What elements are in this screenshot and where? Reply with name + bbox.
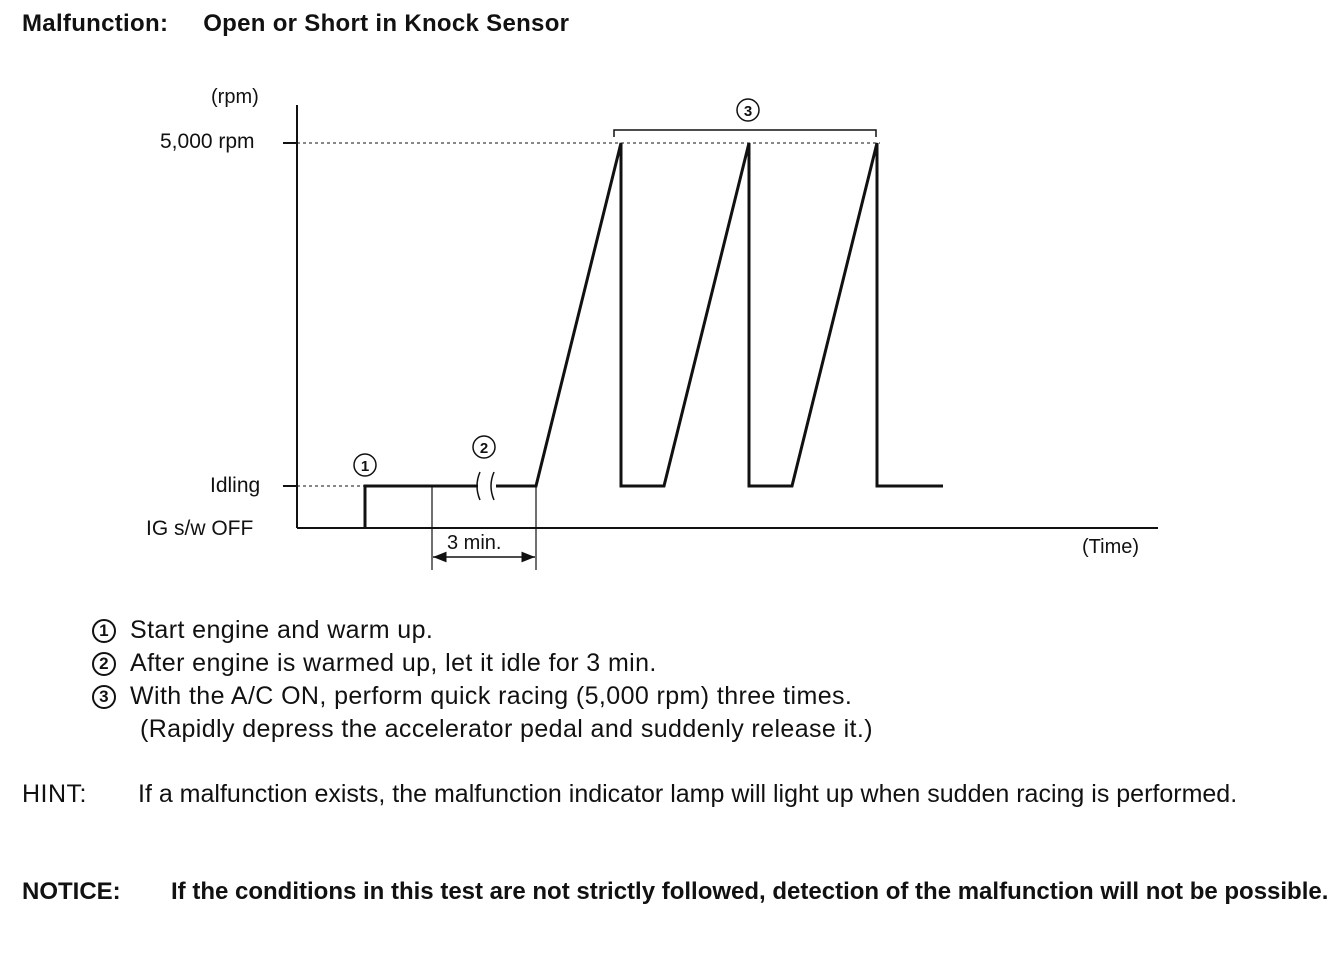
notice-text: If the conditions in this test are not strictly followed, detection of the malfunction will not be possible. <box>171 878 1329 905</box>
marker-3-number: 3 <box>743 103 753 120</box>
step-3 <box>92 680 873 713</box>
notice-block <box>22 876 1332 908</box>
marker-2 <box>473 436 495 458</box>
malfunction-label: Malfunction: <box>22 10 169 37</box>
step-1-text: Start engine and warm up. <box>130 616 434 644</box>
notice-label: NOTICE: <box>22 878 121 905</box>
level-off-label: IG s/w OFF <box>146 517 254 540</box>
step-1-number: 1 <box>92 619 116 643</box>
level-5000-label: 5,000 rpm <box>160 130 255 153</box>
hint-label: HINT: <box>22 780 87 808</box>
hint-block <box>22 778 1332 811</box>
step-3-text: With the A/C ON, perform quick racing (5,000 rpm) three times. <box>130 682 853 710</box>
marker-3 <box>737 99 759 121</box>
step-3-number: 3 <box>92 685 116 709</box>
step-2-number: 2 <box>92 652 116 676</box>
rpm-trace <box>365 143 943 528</box>
malfunction-title: Open or Short in Knock Sensor <box>203 10 570 37</box>
step-list <box>92 614 873 746</box>
step-1 <box>92 614 873 647</box>
duration-label: 3 min. <box>447 532 502 554</box>
marker-1-number: 1 <box>360 458 370 475</box>
step-2-text: After engine is warmed up, let it idle for 3 min. <box>130 649 657 677</box>
hint-text: If a malfunction exists, the malfunction indicator lamp will light up when sudden racing is performed. <box>138 780 1238 808</box>
break-mark <box>477 472 494 500</box>
x-unit-label: (Time) <box>1082 536 1140 558</box>
marker-1 <box>354 454 376 476</box>
level-idle-label: Idling <box>210 474 261 497</box>
step-2 <box>92 647 873 680</box>
marker-2-number: 2 <box>479 440 489 457</box>
y-unit-label: (rpm) <box>211 86 259 108</box>
racing-bracket <box>614 130 876 137</box>
step-3-note: (Rapidly depress the accelerator pedal and suddenly release it.) <box>140 715 873 743</box>
